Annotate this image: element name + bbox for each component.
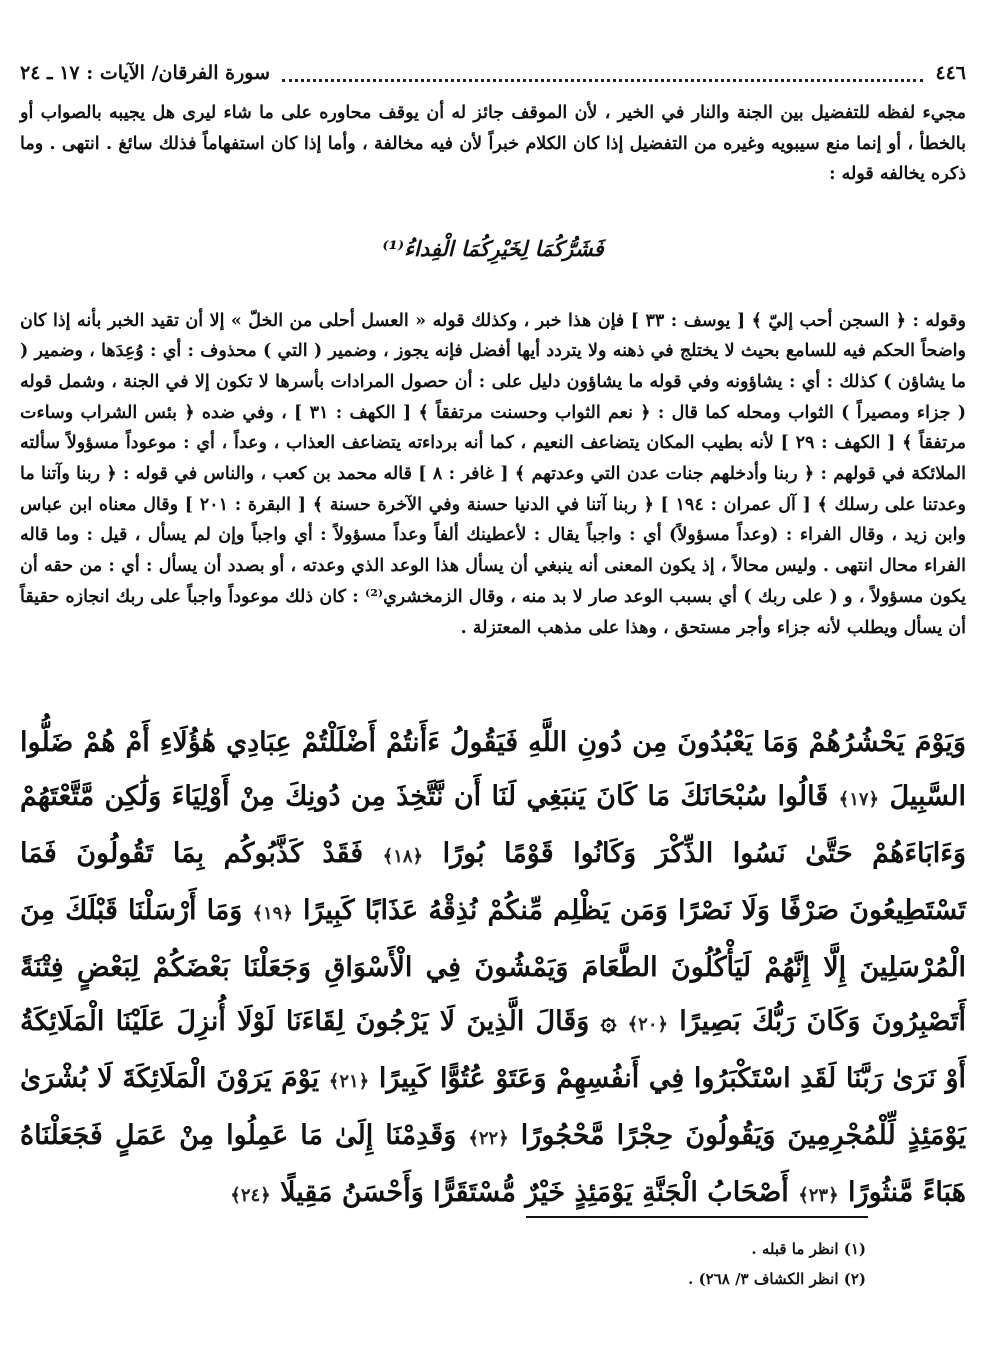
verse-number-marker: ﴿٢٠﴾ [627,1014,669,1035]
verse-number-marker: ﴿١٩﴾ [252,903,293,924]
header-dotted-leader [282,65,923,82]
surah-verse-range: سورة الفرقان/ الآيات : ١٧ ـ ٢٤ [20,62,270,84]
hizb-marker-icon: ۞ [600,1006,617,1037]
footnotes [400,1234,866,1294]
poetry-verse: فَشَرُّكُمَا لِخَيْرِكُمَا الْفِداءُ⁽¹⁾ [382,236,604,261]
quran-verse: وَمَا أَرْسَلْنَا قَبْلَكَ مِنَ الْمُرْسَلِينَ إِلَّا إِنَّهُمْ لَيَأْكُلُونَ الطَّعَامَ وَيَمْشُونَ فِي الْأَسْوَاقِ وَجَعَلْنَا بَعْضَكُمْ لِبَعْضٍ فِتْنَةً أَتَصْبِرُونَ وَكَانَ رَبُّكَ بَصِيرًا [20,895,966,1037]
quran-verse: وَيَوْمَ يَحْشُرُهُمْ وَمَا يَعْبُدُونَ مِن دُونِ اللَّهِ فَيَقُولُ ءَأَنتُمْ أَضْلَلْتُمْ عِبَادِي هَٰؤُلَاءِ أَمْ هُمْ ضَلُّوا السَّبِيلَ [20,727,967,812]
verse-number-marker: ﴿٢٢﴾ [468,1128,509,1149]
quran-verse: وَقَدِمْنَا إِلَىٰ مَا عَمِلُوا مِنْ عَمَلٍ فَجَعَلْنَاهُ هَبَاءً مَّنثُورًا [20,1120,966,1208]
quran-verse: فَقَدْ كَذَّبُوكُم بِمَا تَقُولُونَ فَمَا تَسْتَطِيعُونَ صَرْفًا وَلَا نَصْرًا وَمَن يَظْلِم مِّنكُمْ نُذِقْهُ عَذَابًا كَبِيرًا [20,838,966,926]
quran-passage [20,716,966,1223]
paragraph: مجيء لفظه للتفضيل بين الجنة والنار في الخير ، لأن الموقف جائز له أن يوقف محاوره على ما شاء ليرى هل يجيبه بالصواب أو بالخطأ ، أو إنما منع سيبويه وغيره من التفضيل إذا كان الكلام خبراً لأن فيه مخالفة ، وأما إذا كان استفهاماً فذلك سائغ . انتهى . وما ذكره يخالفه قوله : [20,103,966,184]
paragraph: وقوله : ﴿ السجن أحب إليّ ﴾ [ يوسف : ٣٣ ] فإن هذا خبر ، وكذلك قوله « العسل أحلى من الخلّ » إلا أن تقيد الخبر بأنه إذا كان واضحاً الحكم فيه للسامع بحيث لا يختلج في ذهنه ولا يتردد أيها أفضل فإنه يجوز ، وضمير ( التي ) محذوف : أي : وُعِدَها ، وضمير ( ما يشاؤن ) كذلك : أي : يشاؤونه وفي قوله ما يشاؤون دليل على : أن حصول المرادات بأسرها لا تكون إلا في الجنة ، وشمل قوله ( جزاء ومصيراً ) الثواب ومحله كما قال : ﴿ نعم الثواب وحسنت مرتفقاً ﴾ [ الكهف : ٣١ ] ، وفي ضده ﴿ بئس الشراب وساءت مرتفقاً ﴾ [ الكهف : ٢٩ ] لأنه بطيب المكان يتضاعف النعيم ، كما أنه برداءته يتضاعف العذاب ، وعداً ، أي : موعوداً مسؤولاً سألته الملائكة في قولهم : ﴿ ربنا وأدخلهم جنات عدن التي وعدتهم ﴾ [ غافر : ٨ ] قاله محمد بن كعب ، والناس في قوله : ﴿ ربنا وآتنا ما وعدتنا على رسلك ﴾ [ آل عمران : ١٩٤ ] ﴿ ربنا آتنا في الدنيا حسنة وفي الآخرة حسنة ﴾ [ البقرة : ٢٠١ ] وقال معناه ابن عباس وابن زيد ، وقال الفراء : (وعداً مسؤولاً) أي : واجباً يقال : لأعطينك ألفاً وعداً مسؤولاً : أي واجباً وإن لم يسأل ، قيل : وما قاله الفراء محال انتهى . وليس محالاً ، إذ يكون المعنى أنه ينبغي أن يسأل هذا الوعد الذي وعدته ، أو بصدد أن يسأل : أي : من حقه أن يكون مسؤولاً ، و ( على ربك ) أي بسبب الوعد صار لا بد منه ، وقال الزمخشري⁽²⁾ : كان ذلك موعوداً واجباً على ربك انجازه حقيقاً أن يسأل ويطلب لأنه جزاء وأجر مستحق ، وهذا على مذهب المعتزلة . [20,310,967,638]
quran-verse: قَالُوا سُبْحَانَكَ مَا كَانَ يَنبَغِي لَنَا أَن نَّتَّخِذَ مِن دُونِكَ مِنْ أَوْلِيَاءَ وَلَٰكِن مَّتَّعْتَهُمْ وَءَابَاءَهُمْ حَتَّىٰ نَسُوا الذِّكْرَ وَكَانُوا قَوْمًا بُورًا [20,781,966,869]
commentary-text-top [20,98,966,190]
footnote-2: (٢) انظر الكشاف ٣/ ٢٦٨) . [688,1270,866,1288]
verse-number-marker: ﴿٢٣﴾ [798,1185,839,1206]
verse-number-marker: ﴿٢٤﴾ [230,1185,271,1206]
page-number: ٤٤٦ [935,62,966,84]
quran-verse: أَصْحَابُ الْجَنَّةِ يَوْمَئِذٍ خَيْرٌ مُّسْتَقَرًّا وَأَحْسَنُ مَقِيلًا [280,1177,789,1208]
footnote-divider [526,1216,868,1218]
running-header [20,56,966,90]
commentary-text-main [20,288,966,661]
verse-number-marker: ﴿١٧﴾ [838,789,880,810]
verse-number-marker: ﴿٢١﴾ [328,1071,370,1092]
quran-verse: وَقَالَ الَّذِينَ لَا يَرْجُونَ لِقَاءَنَا لَوْلَا أُنزِلَ عَلَيْنَا الْمَلَائِكَةُ أَوْ نَرَىٰ رَبَّنَا لَقَدِ اسْتَكْبَرُوا فِي أَنفُسِهِمْ وَعَتَوْ عُتُوًّا كَبِيرًا [20,1006,967,1094]
footnote-1: (١) انظر ما قبله . [751,1240,866,1258]
quran-verse: يَوْمَ يَرَوْنَ الْمَلَائِكَةَ لَا بُشْرَىٰ يَوْمَئِذٍ لِّلْمُجْرِمِينَ وَيَقُولُونَ حِجْرًا مَّحْجُورًا [20,1063,966,1151]
verse-number-marker: ﴿١٨﴾ [382,846,424,867]
